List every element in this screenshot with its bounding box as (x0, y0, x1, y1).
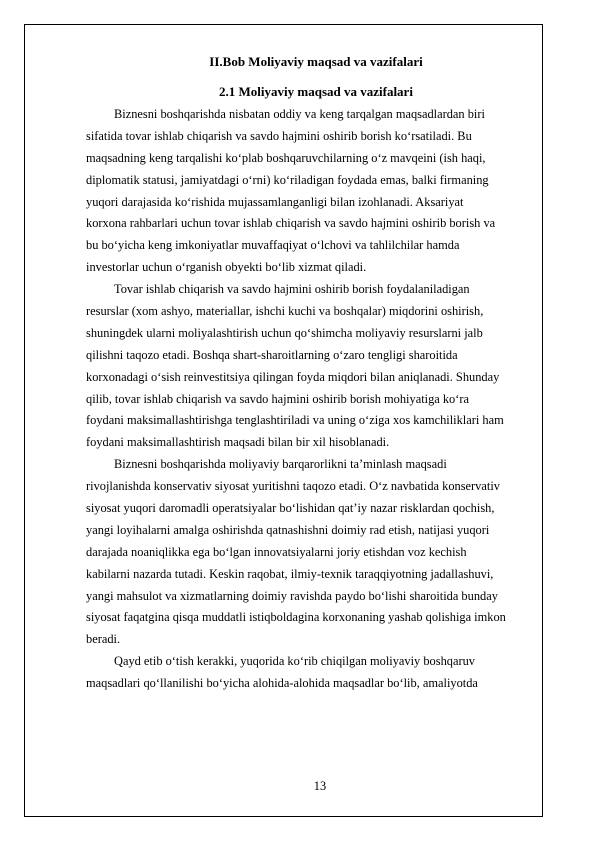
chapter-title: II.Bob Moliyaviy maqsad va vazifalari (209, 54, 423, 69)
text-line: diplomatik statusi, jamiyatdagi oʻrni) koʻriladigan foydada emas, balki firmaning (86, 172, 489, 187)
text-line: sifatida tovar ishlab chiqarish va savdo hajmini oshirib borish koʻrsatiladi. Bu (86, 128, 472, 143)
text-line: foydani maksimallashtirish maqsadi bilan bir xil hisoblanadi. (86, 435, 390, 450)
text-line: siyosat faqatgina qisqa muddatli istiqboldagina korxonaning yashab qolishiga imkon (86, 610, 506, 625)
section-title: 2.1 Moliyaviy maqsad va vazifalari (219, 84, 413, 99)
text-line: yangi mahsulot va xizmatlarning doimiy ravishda paydo boʻlishi sharoitida bunday (86, 588, 498, 603)
text-line: korxona rahbarlari uchun tovar ishlab chiqarish va savdo hajmini oshirib borish va (86, 216, 496, 231)
text-line: yangi loyihalarni amalga oshirishda qatnashishni doimiy rad etish, natijasi yuqori (86, 522, 490, 537)
text-line: Biznesni boshqarishda moliyaviy barqarorlikni ta’minlash maqsadi (114, 457, 447, 472)
text-line: korxonadagi oʻsish reinvestitsiya qilingan foyda miqdori bilan aniqlanadi. Shunday (86, 369, 500, 384)
text-line: yuqori darajasida koʻrishida mujassamlanganligi bilan izohlanadi. Aksariyat (86, 194, 464, 209)
text-line: darajada noaniqlikka ega boʻlgan innovatsiyalarni joriy etishdan voz kechish (86, 544, 467, 559)
document-body (86, 54, 546, 695)
text-line: investorlar uchun oʻrganish obyekti boʻlib xizmat qiladi. (86, 260, 367, 275)
text-line: qilib, tovar ishlab chiqarish va savdo hajmini oshirib borish mohiyatiga koʻra (86, 391, 470, 406)
text-line: qilishni taqozo etadi. Boshqa shart-sharoitlarning oʻzaro tengligi sharoitida (86, 347, 458, 362)
text-line: maqsadning keng tarqalishi koʻplab boshqaruvchilarning oʻz mavqeini (ish haqi, (86, 150, 486, 165)
text-line: kabilarni nazarda tutadi. Keskin raqobat, ilmiy-texnik taraqqiyotning jadallashuvi, (86, 566, 494, 581)
text-line: maqsadlari qoʻllanilishi boʻyicha alohida-alohida maqsadlar boʻlib, amaliyotda (86, 676, 478, 691)
text-line: siyosat yuqori daromadli operatsiyalar boʻlishidan qat’iy nazar risklardan qochish, (86, 501, 495, 516)
text-line: foydani maksimallashtirishga tenglashtiriladi va uning oʻziga xos kamchiliklari ham (86, 413, 504, 428)
text-line: Tovar ishlab chiqarish va savdo hajmini oshirib borish foydalaniladigan (114, 282, 470, 297)
text-line: Qayd etib oʻtish kerakki, yuqorida koʻrib chiqilgan moliyaviy boshqaruv (114, 654, 475, 669)
text-line: shuningdek ularni moliyalashtirish uchun qoʻshimcha moliyaviy resurslarni jalb (86, 325, 483, 340)
text-line: Biznesni boshqarishda nisbatan oddiy va keng tarqalgan maqsadlardan biri (114, 107, 485, 121)
text-line: rivojlanishda konservativ siyosat yuritishni taqozo etadi. Oʻz navbatida konservativ (86, 479, 500, 494)
paragraph-lines (86, 104, 546, 695)
text-line: bu boʻyicha keng imkoniyatlar muvaffaqiyat oʻlchovi va tahlilchilar hamda (86, 238, 460, 253)
page-number: 13 (313, 779, 327, 793)
text-line: resurslar (xom ashyo, materiallar, ishchi kuchi va boshqalar) miqdorini oshirish, (86, 304, 484, 319)
text-line: beradi. (86, 632, 121, 647)
